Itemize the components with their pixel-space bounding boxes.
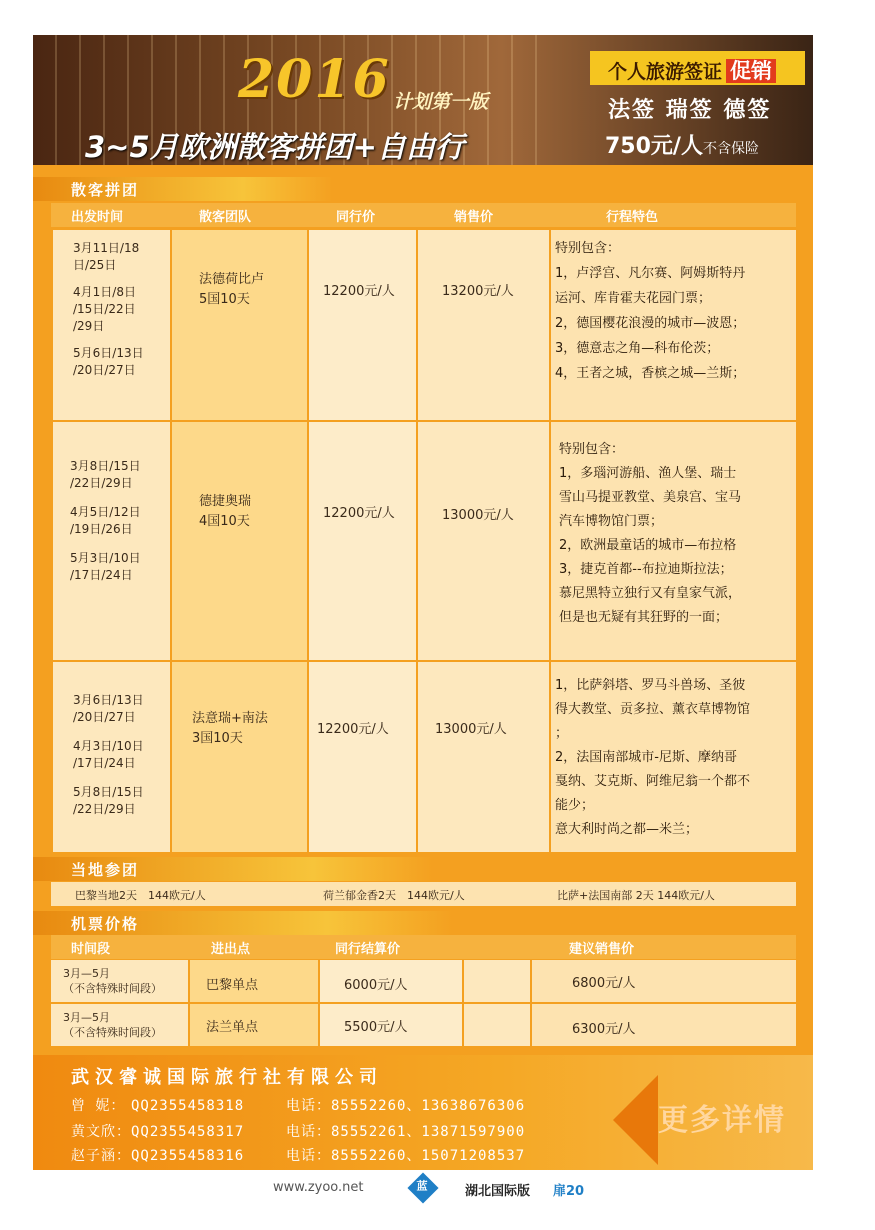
header-subtitle: 3~5月欧洲散客拼团+自由行	[85, 130, 464, 164]
diamond-badge-icon: 蓝	[407, 1172, 438, 1203]
table-row	[53, 422, 796, 660]
air-sale-price: 6300元/人	[572, 1022, 636, 1037]
col-suggested-price: 建议销售价	[569, 942, 635, 957]
contact-qq: QQ2355458316	[131, 1148, 245, 1164]
tour-peer-price: 12200元/人	[317, 722, 389, 737]
tour-peer-price: 12200元/人	[323, 506, 395, 521]
contact-row: 赵子涵：QQ2355458316 电话：85552260、15071208537	[71, 1148, 526, 1164]
col-sale-price: 销售价	[454, 210, 494, 225]
tour-dates: 3月6日/13日 /20日/27日 4月3日/10日 /17日/24日 5月8日/15日 /22日/29日	[73, 693, 144, 816]
contact-qq: QQ2355458318	[131, 1098, 245, 1114]
promo-highlight: 促销	[726, 59, 776, 83]
edition-label: 湖北国际版	[465, 1184, 531, 1199]
air-sale-price: 6800元/人	[572, 976, 636, 991]
contact-row: 黄文欣：QQ2355458317 电话：85552261、13871597900	[71, 1124, 526, 1140]
col-departure: 出发时间	[71, 210, 124, 225]
tour-table-header	[51, 203, 796, 227]
contact-phone: 电话：85552260、13638676306	[286, 1098, 526, 1114]
section-title-group-tours: 散客拼团	[33, 177, 333, 201]
tour-sale-price: 13200元/人	[442, 284, 514, 299]
col-point: 进出点	[211, 942, 251, 957]
tour-sale-price: 13000元/人	[435, 722, 507, 737]
air-table-header	[51, 935, 796, 959]
air-table	[51, 960, 796, 1046]
contact-row: 曾 妮： QQ2355458318 电话：85552260、13638676306	[71, 1098, 526, 1114]
air-peer-price: 6000元/人	[344, 978, 408, 993]
company-footer	[33, 1055, 813, 1170]
site-url: www.zyoo.net	[273, 1180, 364, 1195]
local-tour-item: 荷兰郁金香2天 144欧元/人	[323, 889, 465, 902]
table-row	[51, 1004, 796, 1046]
page-number: 扉20	[553, 1184, 585, 1199]
tour-peer-price: 12200元/人	[323, 284, 395, 299]
local-tour-item: 比萨+法国南部 2天 144欧元/人	[557, 889, 715, 902]
tour-table	[53, 230, 796, 852]
col-peer-settle: 同行结算价	[335, 942, 401, 957]
col-group: 散客团队	[199, 210, 252, 225]
tour-group: 法德荷比卢 5国10天	[199, 272, 265, 307]
col-features: 行程特色	[606, 210, 659, 225]
more-details: 更多详情	[658, 1103, 786, 1138]
contact-phone: 电话：85552260、15071208537	[286, 1148, 526, 1164]
col-peer-price: 同行价	[336, 210, 376, 225]
section-title-air-tickets: 机票价格	[33, 911, 453, 935]
section-title-local-tours: 当地参团	[33, 857, 433, 881]
local-tour-item: 巴黎当地2天 144欧元/人	[75, 889, 206, 902]
promo-price: 750元/人不含保险	[605, 134, 759, 159]
contact-phone: 电话：85552261、13871597900	[286, 1124, 526, 1140]
tour-dates: 3月8日/15日 /22日/29日 4月5日/12日 /19日/26日 5月3日/10日 /17日/24日	[70, 459, 141, 582]
air-period: 3月—5月 （不含特殊时间段）	[63, 1011, 162, 1039]
header-banner	[33, 35, 813, 165]
header-edition: 计划第一版	[393, 91, 489, 113]
tour-features: 特别包含： 1，多瑙河游船、渔人堡、瑞士 雪山马提亚教堂、美泉宫、宝马 汽车博物馆门票； 2，欧洲最童话的城市—布拉格 3，捷克首都--布拉迪斯拉法； 慕尼黑特立独行又有皇家气派， 但是也无疑有其狂野的一面；	[559, 442, 742, 625]
table-row	[53, 662, 796, 852]
promo-price-note: 不含保险	[702, 141, 759, 157]
visa-promo	[590, 43, 813, 161]
tour-group: 德捷奥瑞 4国10天	[199, 494, 252, 529]
chevron-left-icon	[613, 1075, 658, 1165]
col-period: 时间段	[71, 942, 111, 957]
promo-visas: 法签 瑞签 德签	[608, 98, 772, 123]
poster	[33, 35, 813, 1170]
contact-qq: QQ2355458317	[131, 1124, 245, 1140]
tour-sale-price: 13000元/人	[442, 508, 514, 523]
air-point: 巴黎单点	[206, 978, 259, 993]
local-tours-row	[51, 882, 796, 906]
air-period: 3月—5月 （不含特殊时间段）	[63, 967, 162, 995]
company-name: 武汉睿诚国际旅行社有限公司	[71, 1067, 383, 1088]
tour-features: 特别包含： 1，卢浮宫、凡尔赛、阿姆斯特丹 运河、库肯霍夫花园门票； 2，德国樱花浪漫的城市—波恩； 3，德意志之角—科布伦茨； 4，王者之城，香槟之城—兰斯；	[555, 241, 746, 381]
promo-title: 个人旅游签证 促销	[590, 51, 805, 85]
air-point: 法兰单点	[206, 1020, 259, 1035]
tour-dates: 3月11日/18 日/25日 4月1日/8日 /15日/22日 /29日 5月6日/13日 /20日/27日	[73, 241, 144, 377]
table-row	[51, 960, 796, 1002]
tour-group: 法意瑞+南法 3国10天	[192, 711, 268, 746]
tour-features: 1，比萨斜塔、罗马斗兽场、圣彼 得大教堂、贡多拉、薰衣草博物馆 ； 2，法国南部城市-尼斯、摩纳哥 戛纳、艾克斯、阿维尼翁一个都不 能少； 意大利时尚之都—米兰；	[555, 678, 751, 837]
table-row	[53, 230, 796, 420]
air-peer-price: 5500元/人	[344, 1020, 408, 1035]
header-year: 2016	[238, 49, 391, 110]
